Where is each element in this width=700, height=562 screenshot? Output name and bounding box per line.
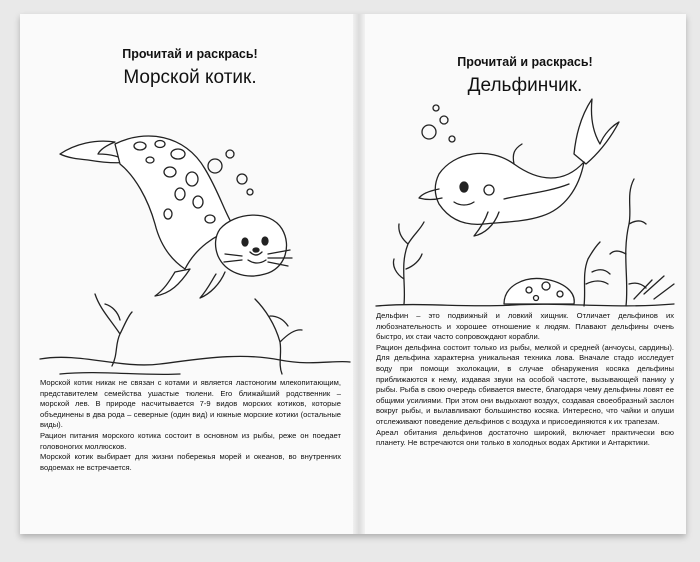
left-page-title: Морской котик. — [123, 67, 257, 88]
rock — [504, 278, 574, 304]
right-page — [364, 14, 686, 534]
left-page — [20, 14, 360, 534]
right-page-text — [376, 311, 674, 449]
seal-head — [216, 215, 287, 276]
left-page-kicker: Прочитай и раскрась! — [122, 47, 258, 61]
left-paragraph: Морской котик никак не связан с котами и является ластоногим млекопитающим, представителем семейства ушастые тюлени. Его ближайший родственник – морской лев. В природе насчитывается 7-9 видов морских котиков, которые объединены в два рода – северные (один вид) и южные морские котики (остальные виды). — [40, 378, 341, 430]
right-paragraph: Дельфин – это подвижный и ловкий хищник. Отличает дельфинов их любознательность и хорошее отношение к людям. Плавают дельфины очень быстро, их стаи часто сопровождают корабли. — [376, 311, 674, 342]
dolphin-eye — [460, 182, 468, 192]
seal-illustration — [20, 84, 360, 384]
right-page-title: Дельфинчик. — [467, 75, 583, 96]
dolphin-illustration — [364, 94, 686, 314]
right-page-kicker: Прочитай и раскрась! — [457, 55, 593, 69]
coral-left — [393, 222, 424, 304]
left-paragraph: Рацион питания морского котика состоит в основном из рыбы, реже он поедает головоногих моллюсков. — [40, 430, 341, 451]
plant-right — [584, 242, 610, 306]
dolphin-tail — [574, 99, 619, 164]
seal-eye-left — [242, 238, 248, 246]
dolphin-body — [435, 153, 584, 224]
seal-eye-right — [262, 237, 268, 245]
seaweed — [95, 294, 132, 366]
left-paragraph: Морской котик выбирает для жизни побережья морей и океанов, во внутренних водоемах не встречается. — [40, 452, 341, 472]
right-paragraph: Ареал обитания дельфинов достаточно широкий, включает практически всю планету. Не встречаются они только в холодных водах Арктики и Антарктики. — [376, 427, 674, 448]
seal-flipper — [155, 269, 190, 296]
right-paragraph: Рацион дельфина состоит только из рыбы, мелкой и средней (анчоусы, сардины). Для дельфина характерна уникальная техника лова. Вначале стадо исследует воду при помощи эхолокации, в случае обнаружения косяка дельфины приближаются к нему, издавая звуки на особой частоте, вызывающей панику у рыбы. Рыба в свою очередь сбивается вместе, благодаря чему дельфины ловят ее общими усилиями. При этом они выдыхают воздух, создавая своеобразный заслон вокруг рыбы, и вылавливают большинство косяка. Интересно, что чайки и олуши отслеживают поведение дельфинов с воздуха и присоединяются к их трапезам. — [376, 342, 674, 426]
seaweed-right — [610, 179, 646, 306]
left-page-text — [40, 378, 341, 473]
